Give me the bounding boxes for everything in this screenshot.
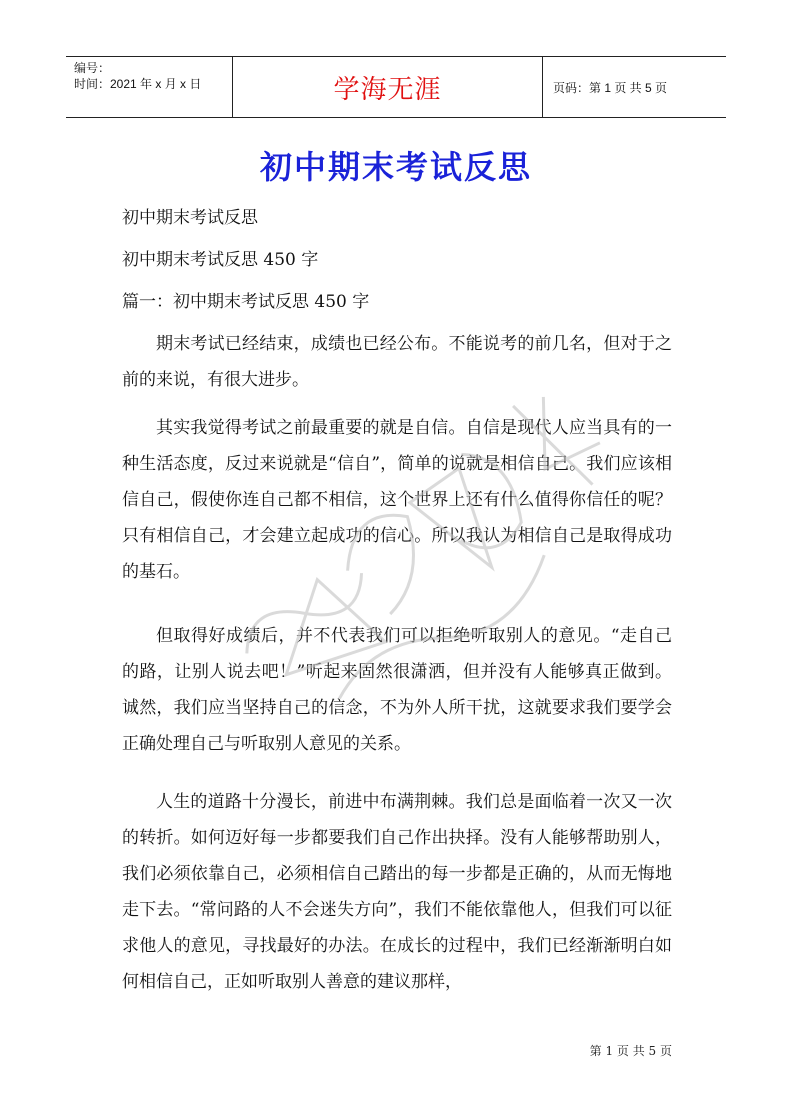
number-label: 编号： xyxy=(74,61,111,75)
subtitle-line: 初中期末考试反思 xyxy=(122,208,258,228)
paragraph: 期末考试已经结束，成绩也已经公布。不能说考的前几名，但对于之前的来说，有很大进步。 xyxy=(122,334,672,390)
header-meta xyxy=(66,57,233,117)
document-header xyxy=(66,56,726,118)
paragraph: 但取得好成绩后，并不代表我们可以拒绝听取别人的意见。“走自己的路，让别人说去吧！”听起来固然很潇洒，但并没有人能够真正做到。诚然，我们应当坚持自己的信念，不为外人所干扰，这就要求我们要学会正确处理自己与听取别人意见的关系。 xyxy=(122,626,672,754)
page-footer: 第 1 页 共 5 页 xyxy=(589,1044,672,1058)
paragraph: 人生的道路十分漫长，前进中布满荆棘。我们总是面临着一次又一次的转折。如何迈好每一步都要我们自己作出抉择。没有人能够帮助别人，我们必须依靠自己，必须相信自己踏出的每一步都是正确的，从而无悔地走下去。“常问路的人不会迷失方向”，我们不能依靠他人，但我们可以征求他人的意见，寻找最好的办法。在成长的过程中，我们已经渐渐明白如何相信自己，正如听取别人善意的建议那样， xyxy=(122,792,672,992)
section-heading: 篇一：初中期末考试反思 450 字 xyxy=(122,292,370,312)
document-title: 初中期末考试反思 xyxy=(259,148,532,186)
time-label: 时间：2021 年 x 月 x 日 xyxy=(74,77,202,91)
header-motto: 学海无涯 xyxy=(233,57,543,117)
header-page-info: 页码：第 1 页 共 5 页 xyxy=(553,80,668,95)
subtitle-line: 初中期末考试反思 450 字 xyxy=(122,250,319,270)
paragraph: 其实我觉得考试之前最重要的就是自信。自信是现代人应当具有的一种生活态度，反过来说就是“信自”，简单的说就是相信自己。我们应该相信自己，假使你连自己都不相信，这个世界上还有什么值得你信任的呢？只有相信自己，才会建立起成功的信心。所以我认为相信自己是取得成功的基石。 xyxy=(122,418,672,582)
